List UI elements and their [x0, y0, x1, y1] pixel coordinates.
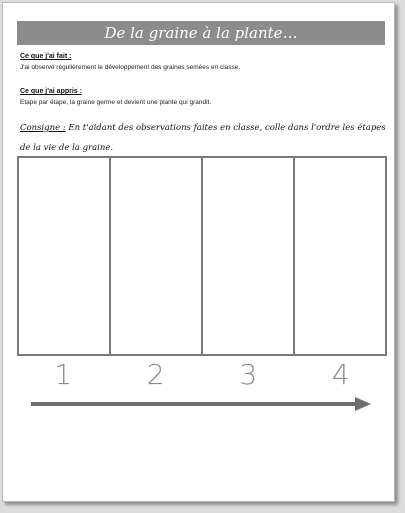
step-number-3: 3: [239, 358, 258, 391]
page-title: De la graine à la plante…: [17, 21, 385, 45]
instruction-label: Consigne :: [20, 123, 66, 133]
worksheet-page: [2, 2, 395, 502]
section-heading-done: Ce que j'ai fait :: [20, 53, 72, 60]
arrow-right-icon: [31, 396, 373, 412]
step-box-3[interactable]: [203, 158, 295, 354]
section-text-learned: Etape par étape, la graine germe et devient une plante qui grandit.: [20, 99, 212, 106]
step-numbers: [17, 358, 387, 391]
step-box-4[interactable]: [295, 158, 385, 354]
section-heading-learned: Ce que j'ai appris :: [20, 88, 82, 95]
instruction: [20, 118, 388, 158]
section-text-done: J'ai observé régulièrement le développement des graines semées en classe.: [20, 64, 241, 71]
instruction-text: En t'aidant des observations faites en classe, colle dans l'ordre les étapes de la vie de la graine.: [20, 123, 386, 153]
step-number-1: 1: [54, 358, 73, 391]
step-box-2[interactable]: [111, 158, 203, 354]
step-number-4: 4: [331, 358, 350, 391]
step-grid: [17, 156, 387, 356]
step-number-2: 2: [146, 358, 165, 391]
step-box-1[interactable]: [19, 158, 111, 354]
